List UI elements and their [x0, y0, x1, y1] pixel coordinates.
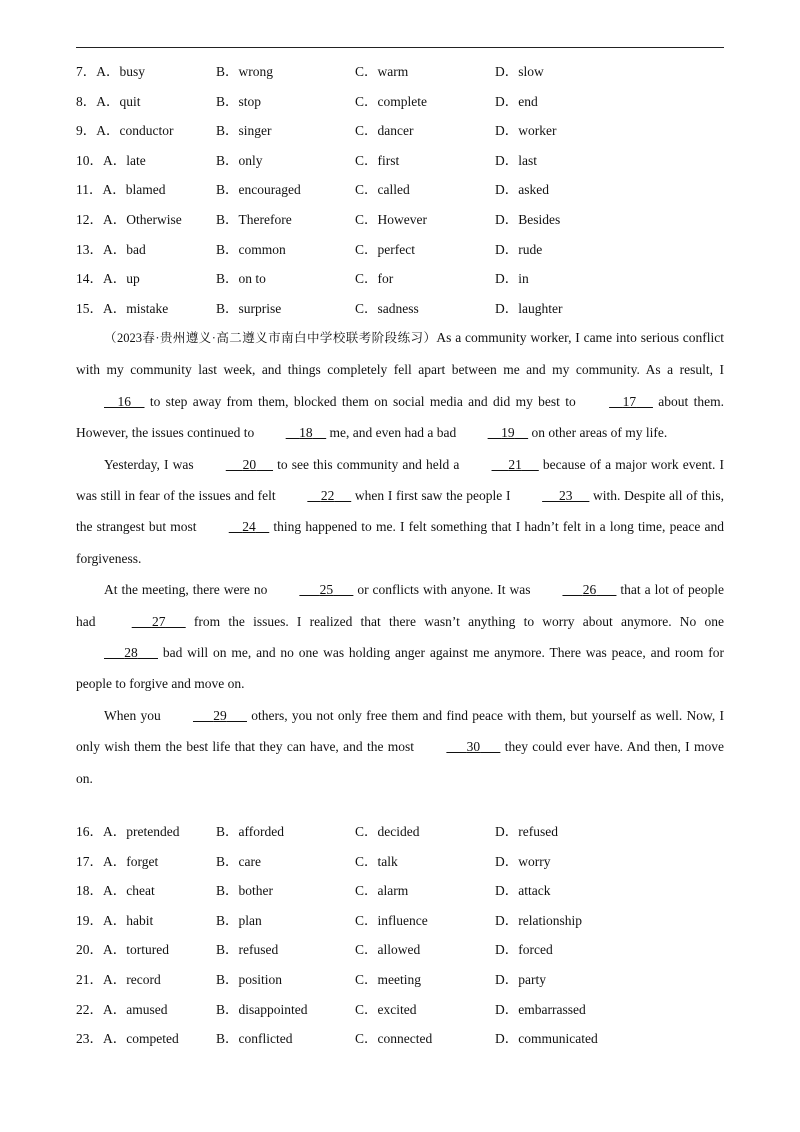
passage-text: with. Despite all of this, the strangest but most [76, 488, 725, 535]
option-letter: C． [355, 152, 378, 168]
blank-28: 28 [124, 645, 138, 661]
question-number-sep: ． [89, 152, 103, 168]
option-b [216, 264, 266, 294]
option-text: conflicted [238, 1031, 293, 1047]
option-text: Otherwise [126, 211, 182, 227]
option-a [76, 146, 146, 176]
option-b [216, 235, 286, 265]
cloze-passage [76, 322, 724, 794]
option-a [76, 116, 173, 146]
option-letter: A． [103, 152, 127, 168]
option-letter: A． [96, 123, 120, 139]
blank-17: 17 [622, 393, 637, 409]
option-text: in [518, 271, 529, 287]
question-number: 11 [76, 182, 89, 198]
option-c [355, 965, 421, 995]
question-number-sep: ． [89, 883, 103, 899]
option-text: decided [377, 824, 420, 839]
passage-paragraph-4 [76, 700, 724, 794]
blank-24: 24 [242, 519, 256, 535]
option-b [216, 116, 272, 146]
option-letter: C． [355, 971, 378, 987]
option-text: connected [377, 1031, 433, 1047]
option-a [76, 876, 155, 906]
question-number: 20 [76, 942, 90, 958]
option-letter: D． [495, 300, 519, 316]
option-text: plan [238, 912, 262, 928]
header-rule [76, 47, 724, 48]
option-letter: B． [216, 123, 239, 139]
question-7-options [76, 57, 736, 87]
question-number: 13 [76, 241, 90, 257]
blank-27: 27 [151, 613, 166, 629]
question-number: 18 [76, 883, 90, 899]
option-text: amused [126, 1001, 168, 1017]
passage-paragraph-2 [76, 449, 724, 575]
option-text: embarrassed [518, 1001, 586, 1017]
option-letter: B． [216, 1031, 239, 1047]
option-b [216, 817, 284, 847]
question-19-options [76, 906, 736, 936]
question-8-options [76, 87, 736, 117]
option-text: forced [518, 942, 553, 958]
option-c [355, 116, 414, 146]
option-letter: A． [103, 824, 127, 839]
option-letter: A． [103, 971, 127, 987]
question-number: 22 [76, 1001, 90, 1017]
option-b [216, 906, 262, 936]
option-text: wrong [238, 64, 274, 79]
question-10-options [76, 146, 736, 176]
option-text: mistake [126, 300, 169, 316]
question-number: 23 [76, 1031, 90, 1047]
option-text: perfect [377, 241, 415, 257]
option-text: worry [518, 853, 551, 869]
passage-text: Yesterday, I was [104, 456, 198, 472]
option-d [495, 264, 529, 294]
option-letter: A． [103, 942, 127, 958]
option-text: Therefore [238, 211, 292, 227]
question-number-sep: ． [89, 300, 103, 316]
option-letter: C． [355, 271, 378, 287]
option-letter: D． [495, 241, 519, 257]
question-9-options [76, 116, 736, 146]
option-text: attack [518, 883, 551, 899]
question-21-options [76, 965, 736, 995]
question-number: 7 [76, 64, 83, 79]
option-letter: A． [96, 64, 120, 79]
question-number-sep: ． [89, 211, 103, 227]
passage-paragraph-1 [76, 322, 724, 449]
option-letter: B． [216, 241, 239, 257]
option-text: excited [377, 1001, 417, 1017]
option-text: asked [518, 182, 549, 198]
option-a [76, 817, 179, 847]
option-text: complete [377, 93, 427, 109]
option-letter: C． [355, 211, 378, 227]
question-16-options [76, 817, 736, 847]
option-letter: A． [102, 182, 126, 198]
passage-text: bad will on me, and no one was holding anger against me anymore. There was peace, and room for people to forgive and move on. [76, 645, 724, 692]
blank-23: 23 [559, 488, 573, 504]
option-c [355, 847, 398, 877]
question-number-sep: ． [89, 971, 103, 987]
option-text: laughter [518, 300, 563, 316]
option-c [355, 175, 410, 205]
option-letter: D． [495, 1031, 519, 1047]
option-letter: A． [96, 93, 120, 109]
option-letter: C． [355, 1031, 378, 1047]
option-text: forget [126, 853, 159, 869]
option-b [216, 995, 308, 1025]
option-letter: A． [103, 1001, 127, 1017]
passage-text: that a lot of people had [76, 582, 724, 629]
option-b [216, 205, 292, 235]
option-text: communicated [518, 1031, 598, 1047]
question-number: 15 [76, 300, 90, 316]
option-text: disappointed [238, 1001, 308, 1017]
passage-text: or conflicts with anyone. It was [353, 582, 535, 598]
option-text: on to [238, 271, 266, 287]
option-text: dancer [377, 123, 414, 139]
question-13-options [76, 235, 736, 265]
option-letter: C． [355, 853, 378, 869]
option-a [76, 87, 141, 117]
option-text: called [377, 182, 410, 198]
option-d [495, 87, 538, 117]
option-d [495, 294, 562, 324]
option-c [355, 146, 399, 176]
option-text: habit [126, 912, 154, 928]
question-12-options [76, 205, 736, 235]
passage-text: When you [104, 707, 165, 723]
option-c [355, 906, 428, 936]
option-letter: B． [216, 300, 239, 316]
question-17-options [76, 847, 736, 877]
option-b [216, 87, 261, 117]
option-letter: C． [355, 942, 378, 958]
option-letter: C． [355, 93, 378, 109]
option-letter: B． [216, 211, 239, 227]
question-number: 19 [76, 912, 90, 928]
option-b [216, 146, 263, 176]
option-letter: A． [103, 883, 127, 899]
option-text: surprise [238, 300, 282, 316]
option-a [76, 264, 140, 294]
option-c [355, 205, 427, 235]
option-d [495, 906, 582, 936]
passage-text: they could ever have. And then, I move on. [76, 739, 724, 786]
question-number-sep: ． [89, 912, 103, 928]
option-letter: B． [216, 942, 239, 958]
option-c [355, 57, 408, 87]
passage-text: As a community worker, I came into serious conflict with my community last week, and things completely fell apart between me and my community. As a result, I [76, 330, 724, 378]
option-d [495, 146, 537, 176]
option-text: refused [518, 824, 558, 839]
option-letter: D． [495, 883, 519, 899]
question-number: 9 [76, 123, 83, 139]
passage-text: others, you not only free them and find peace with them, but yourself as well. Now, I only wish them the best life that they can have, and the most [76, 707, 724, 755]
passage-text: from the issues. I realized that there wasn’t anything to worry about anymore. No one [185, 613, 724, 629]
option-letter: D． [495, 942, 519, 958]
option-text: late [126, 152, 146, 168]
option-letter: A． [103, 211, 127, 227]
option-letter: C． [355, 241, 378, 257]
option-a [76, 847, 158, 877]
option-d [495, 57, 544, 87]
question-18-options [76, 876, 736, 906]
option-text: only [238, 152, 263, 168]
option-text: afforded [238, 824, 284, 839]
question-15-options [76, 294, 736, 324]
option-letter: B． [216, 912, 239, 928]
option-letter: B． [216, 824, 239, 839]
option-text: blamed [125, 182, 166, 198]
question-number-sep: ． [82, 64, 97, 79]
blank-30: 30 [466, 739, 481, 755]
option-text: competed [126, 1031, 179, 1047]
question-number: 8 [76, 93, 83, 109]
passage-text: to see this community and held a [273, 456, 464, 472]
option-letter: B． [216, 93, 239, 109]
option-c [355, 995, 417, 1025]
passage-text: to step away from them, blocked them on social media and did my best to [144, 393, 582, 409]
option-d [495, 965, 546, 995]
option-letter: D． [495, 971, 519, 987]
option-b [216, 847, 261, 877]
option-b [216, 294, 281, 324]
passage-text: thing happened to me. I felt something that I hadn’t felt in a long time, peace and forgiveness. [76, 519, 724, 566]
option-letter: B． [216, 271, 239, 287]
blank-18: 18 [299, 425, 313, 441]
option-text: relationship [518, 912, 582, 928]
blank-20: 20 [242, 456, 257, 472]
option-letter: B． [216, 64, 239, 79]
question-number-sep: ． [82, 123, 97, 139]
option-letter: B． [216, 182, 239, 198]
passage-text: because of a major work event. I was still in fear of the issues and felt [76, 456, 724, 504]
option-text: allowed [377, 942, 421, 958]
option-a [76, 235, 146, 265]
option-letter: C． [355, 182, 378, 198]
blank-21: 21 [508, 456, 522, 472]
option-text: quit [119, 93, 141, 109]
option-text: alarm [377, 883, 409, 899]
option-a [76, 294, 168, 324]
option-text: bad [126, 241, 146, 257]
option-d [495, 995, 586, 1025]
option-a [76, 906, 153, 936]
option-d [495, 175, 549, 205]
option-a [76, 965, 161, 995]
option-text: care [238, 853, 261, 869]
question-11-options [76, 175, 736, 205]
option-d [495, 847, 551, 877]
option-text: influence [377, 912, 428, 928]
option-letter: D． [495, 211, 519, 227]
option-c [355, 294, 419, 324]
question-20-options [76, 935, 736, 965]
option-text: bother [238, 883, 274, 899]
option-text: warm [377, 64, 409, 79]
blank-22: 22 [320, 488, 335, 504]
option-text: conductor [119, 123, 174, 139]
question-14-options [76, 264, 736, 294]
passage-text: on other areas of my life. [528, 425, 668, 441]
question-number-sep: ． [89, 853, 103, 869]
option-a [76, 205, 182, 235]
question-number-sep: ． [82, 93, 97, 109]
question-number: 10 [76, 152, 90, 168]
passage-text: At the meeting, there were no [104, 582, 272, 598]
option-letter: D． [495, 152, 519, 168]
option-letter: D． [495, 271, 519, 287]
option-letter: A． [103, 300, 127, 316]
option-a [76, 935, 169, 965]
option-c [355, 817, 420, 847]
option-text: pretended [126, 824, 180, 839]
question-number-sep: ． [89, 241, 103, 257]
option-letter: C． [355, 300, 378, 316]
option-d [495, 235, 542, 265]
blank-25: 25 [319, 582, 334, 598]
option-text: singer [238, 123, 272, 139]
option-d [495, 116, 556, 146]
option-letter: D． [495, 853, 519, 869]
options-list-top [76, 57, 736, 323]
option-d [495, 205, 560, 235]
option-text: slow [518, 64, 544, 79]
option-text: sadness [377, 300, 419, 316]
option-text: talk [377, 853, 398, 869]
option-text: encouraged [238, 182, 301, 198]
option-letter: C． [355, 123, 378, 139]
question-number: 14 [76, 271, 90, 287]
question-number: 12 [76, 211, 90, 227]
option-letter: B． [216, 971, 239, 987]
option-letter: B． [216, 853, 239, 869]
option-d [495, 935, 553, 965]
option-text: last [518, 152, 537, 168]
option-letter: D． [495, 1001, 519, 1017]
option-text: record [126, 971, 161, 987]
option-c [355, 1024, 432, 1054]
option-text: rude [518, 241, 543, 257]
option-text: refused [238, 942, 279, 958]
question-number-sep: ． [89, 1001, 103, 1017]
option-letter: D． [495, 824, 519, 839]
question-number-sep: ． [89, 271, 103, 287]
question-23-options [76, 1024, 736, 1054]
option-b [216, 57, 273, 87]
option-d [495, 876, 550, 906]
option-letter: B． [216, 883, 239, 899]
option-c [355, 935, 420, 965]
option-text: party [518, 971, 546, 987]
option-text: first [377, 152, 400, 168]
option-c [355, 87, 427, 117]
question-number: 17 [76, 853, 90, 869]
question-number: 21 [76, 971, 90, 987]
option-text: common [238, 241, 286, 257]
option-d [495, 817, 558, 847]
option-c [355, 264, 393, 294]
passage-text: me, and even had a bad [326, 425, 460, 441]
option-text: tortured [126, 942, 169, 958]
option-a [76, 995, 168, 1025]
option-letter: A． [103, 241, 127, 257]
option-a [76, 57, 145, 87]
option-text: cheat [126, 883, 155, 899]
option-c [355, 876, 408, 906]
blank-19: 19 [501, 425, 515, 441]
option-letter: C． [355, 824, 378, 839]
passage-source: （2023春·贵州遵义·高二遵义市南白中学校联考阶段练习） [104, 331, 437, 345]
blank-29: 29 [213, 707, 227, 723]
options-list-bottom [76, 817, 736, 1054]
option-letter: D． [495, 123, 519, 139]
option-c [355, 235, 415, 265]
option-text: Besides [518, 211, 561, 227]
option-b [216, 175, 301, 205]
option-letter: D． [495, 912, 519, 928]
option-text: stop [238, 93, 262, 109]
option-a [76, 175, 166, 205]
option-b [216, 876, 273, 906]
option-letter: A． [103, 853, 127, 869]
passage-text: about them. However, the issues continued to [76, 393, 724, 441]
passage-text: when I first saw the people I [351, 488, 515, 504]
option-text: for [377, 271, 394, 287]
question-number-sep: ． [89, 1031, 103, 1047]
option-letter: A． [103, 271, 127, 287]
option-d [495, 1024, 598, 1054]
question-number-sep: ． [89, 824, 103, 839]
blank-26: 26 [582, 582, 597, 598]
option-text: However [377, 211, 427, 227]
option-letter: A． [103, 1031, 127, 1047]
option-b [216, 1024, 293, 1054]
option-text: busy [119, 64, 146, 79]
option-text: meeting [377, 971, 422, 987]
option-letter: A． [103, 912, 127, 928]
option-letter: C． [355, 912, 378, 928]
question-number-sep: ． [89, 942, 103, 958]
passage-paragraph-3 [76, 574, 724, 700]
option-letter: D． [495, 64, 519, 79]
option-letter: C． [355, 883, 378, 899]
question-number: 16 [76, 824, 90, 839]
option-letter: D． [495, 93, 519, 109]
question-22-options [76, 995, 736, 1025]
option-a [76, 1024, 179, 1054]
option-text: worker [518, 123, 557, 139]
option-letter: B． [216, 152, 239, 168]
option-text: position [238, 971, 283, 987]
option-letter: C． [355, 1001, 378, 1017]
option-text: end [518, 93, 538, 109]
option-text: up [126, 271, 140, 287]
blank-16: 16 [117, 393, 131, 409]
option-letter: C． [355, 64, 378, 79]
option-b [216, 965, 282, 995]
option-letter: D． [495, 182, 519, 198]
option-b [216, 935, 278, 965]
option-letter: B． [216, 1001, 239, 1017]
question-number-sep: ． [89, 182, 103, 198]
